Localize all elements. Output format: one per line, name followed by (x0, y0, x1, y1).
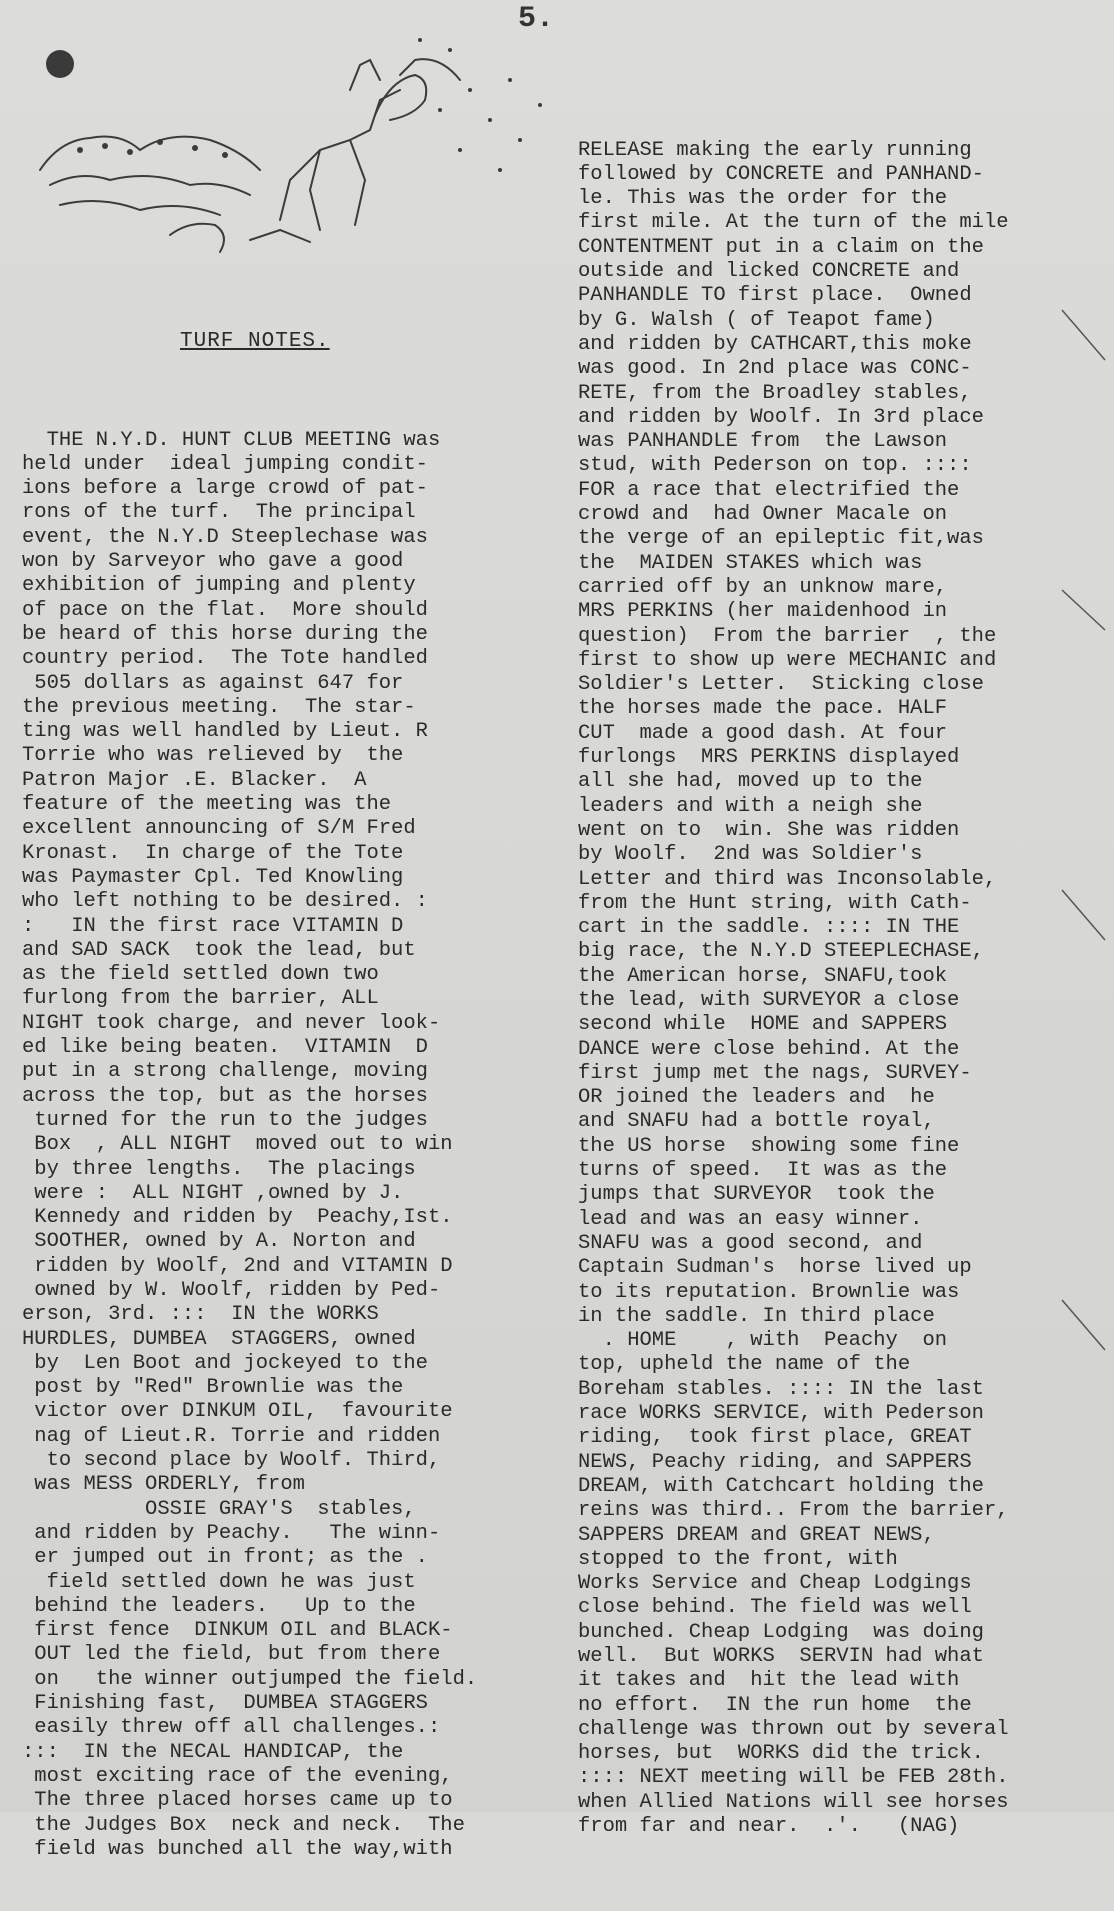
text-line: won by Sarveyor who gave a good (22, 550, 404, 574)
text-line: followed by CONCRETE and PANHAND- (578, 162, 984, 186)
text-line: event, the N.Y.D Steeplechase was (22, 525, 428, 549)
text-line: and ridden by Woolf. In 3rd place (578, 405, 984, 429)
text-line: all she had, moved up to the (578, 770, 923, 794)
text-line: first jump met the nags, SURVEY- (578, 1061, 972, 1085)
text-line: turns of speed. It was as the (578, 1159, 948, 1183)
text-line: bunched. Cheap Lodging was doing (578, 1620, 984, 1644)
text-line: carried off by an unknow mare, (578, 575, 948, 599)
text-line: field was bunched all the way,with (22, 1837, 453, 1861)
text-line: most exciting race of the evening, (22, 1764, 453, 1788)
article-heading: TURF NOTES. (180, 330, 330, 353)
text-line: behind the leaders. Up to the (22, 1594, 416, 1618)
text-line: nag of Lieut.R. Torrie and ridden (22, 1424, 441, 1448)
text-line: er jumped out in front; as the . (22, 1546, 428, 1570)
text-line: The three placed horses came up to (22, 1789, 453, 1813)
text-line: and ridden by Peachy. The winn- (22, 1521, 441, 1545)
text-line: second while HOME and SAPPERS (578, 1013, 948, 1037)
text-line: and ridden by CATHCART,this moke (578, 332, 972, 356)
text-line: riding, took first place, GREAT (578, 1426, 972, 1450)
text-line: outside and licked CONCRETE and (578, 260, 960, 284)
text-line: DREAM, with Catchcart holding the (578, 1474, 984, 1498)
text-line: from far and near. .'. (NAG) (578, 1815, 960, 1839)
text-line: Letter and third was Inconsolable, (578, 867, 997, 891)
text-line: HURDLES, DUMBEA STAGGERS, owned (22, 1327, 416, 1351)
text-line: SNAFU was a good second, and (578, 1231, 923, 1255)
text-line: ::: IN the NECAL HANDICAP, the (22, 1740, 404, 1764)
text-line: Torrie who was relieved by the (22, 744, 404, 768)
text-line: and SAD SACK took the lead, but (22, 938, 416, 962)
text-line: Kronast. In charge of the Tote (22, 841, 404, 865)
text-line: the horses made the pace. HALF (578, 697, 948, 721)
text-line: by Woolf. 2nd was Soldier's (578, 843, 923, 867)
text-line: to second place by Woolf. Third, (22, 1449, 441, 1473)
text-line: :::: NEXT meeting will be FEB 28th. (578, 1766, 1009, 1790)
horse-race-sketch (20, 20, 580, 260)
text-line: question) From the barrier , the (578, 624, 997, 648)
text-line: RETE, from the Broadley stables, (578, 381, 972, 405)
text-line: excellent announcing of S/M Fred (22, 817, 416, 841)
text-line: erson, 3rd. ::: IN the WORKS (22, 1303, 379, 1327)
text-line: Works Service and Cheap Lodgings (578, 1572, 972, 1596)
text-line: as the field settled down two (22, 963, 379, 987)
text-line: feature of the meeting was the (22, 793, 392, 817)
text-line: owned by W. Woolf, ridden by Ped- (22, 1278, 441, 1302)
page-number: 5. (518, 2, 555, 36)
text-line: stud, with Pederson on top. :::: (578, 454, 972, 478)
text-line: OSSIE GRAY'S stables, (22, 1497, 416, 1521)
text-line: CONTENTMENT put in a claim on the (578, 235, 984, 259)
text-line: : IN the first race VITAMIN D (22, 914, 404, 938)
text-line: and SNAFU had a bottle royal, (578, 1110, 935, 1134)
text-line: Finishing fast, DUMBEA STAGGERS (22, 1692, 428, 1716)
margin-stroke (1060, 290, 1110, 1390)
text-line: when Allied Nations will see horses (578, 1790, 1009, 1814)
text-line: 505 dollars as against 647 for (22, 671, 404, 695)
text-line: MRS PERKINS (her maidenhood in (578, 600, 948, 624)
text-line: put in a strong challenge, moving (22, 1060, 428, 1084)
text-line: by three lengths. The placings (22, 1157, 416, 1181)
article-left-column (22, 380, 522, 1911)
text-line: stopped to the front, with (578, 1547, 898, 1571)
text-line: held under ideal jumping condit- (22, 452, 428, 476)
text-line: THE N.Y.D. HUNT CLUB MEETING was (22, 428, 441, 452)
text-line: the verge of an epileptic fit,was (578, 527, 984, 551)
text-line: Patron Major .E. Blacker. A (22, 768, 367, 792)
text-line: first to show up were MECHANIC and (578, 648, 997, 672)
text-line: the lead, with SURVEYOR a close (578, 988, 960, 1012)
text-line: FOR a race that electrified the (578, 478, 960, 502)
text-line: SOOTHER, owned by A. Norton and (22, 1230, 416, 1254)
article-right-column (578, 90, 1098, 1888)
text-line: OUT led the field, but from there (22, 1643, 441, 1667)
text-line: OR joined the leaders and he (578, 1086, 935, 1110)
text-line: . HOME , with Peachy on (578, 1329, 948, 1353)
text-line: NEWS, Peachy riding, and SAPPERS (578, 1450, 972, 1474)
text-line: the American horse, SNAFU,took (578, 964, 948, 988)
text-line: to its reputation. Brownlie was (578, 1280, 960, 1304)
text-line: rons of the turf. The principal (22, 501, 416, 525)
text-line: cart in the saddle. :::: IN THE (578, 916, 960, 940)
text-line: Kennedy and ridden by Peachy,Ist. (22, 1206, 453, 1230)
text-line: ions before a large crowd of pat- (22, 477, 428, 501)
text-line: from the Hunt string, with Cath- (578, 891, 972, 915)
text-line: furlong from the barrier, ALL (22, 987, 379, 1011)
text-line: was PANHANDLE from the Lawson (578, 430, 948, 454)
text-line: ridden by Woolf, 2nd and VITAMIN D (22, 1254, 453, 1278)
text-line: Captain Sudman's horse lived up (578, 1256, 972, 1280)
text-line: DANCE were close behind. At the (578, 1037, 960, 1061)
text-line: field settled down he was just (22, 1570, 416, 1594)
text-line: close behind. The field was well (578, 1596, 972, 1620)
text-line: top, upheld the name of the (578, 1353, 911, 1377)
text-line: went on to win. She was ridden (578, 818, 960, 842)
text-line: SAPPERS DREAM and GREAT NEWS, (578, 1523, 935, 1547)
text-line: country period. The Tote handled (22, 647, 428, 671)
text-line: victor over DINKUM OIL, favourite (22, 1400, 453, 1424)
text-line: the Judges Box neck and neck. The (22, 1813, 465, 1837)
text-line: well. But WORKS SERVIN had what (578, 1645, 984, 1668)
text-line: PANHANDLE TO first place. Owned (578, 284, 972, 308)
text-line: no effort. IN the run home the (578, 1693, 972, 1717)
text-line: it takes and hit the lead with (578, 1669, 960, 1693)
text-line: be heard of this horse during the (22, 622, 428, 646)
text-line: big race, the N.Y.D STEEPLECHASE, (578, 940, 984, 964)
text-line: lead and was an easy winner. (578, 1207, 923, 1231)
text-line: who left nothing to be desired. : (22, 890, 428, 914)
text-line: the MAIDEN STAKES which was (578, 551, 923, 575)
text-line: Box , ALL NIGHT moved out to win (22, 1133, 453, 1157)
text-line: was Paymaster Cpl. Ted Knowling (22, 865, 404, 889)
text-line: by G. Walsh ( of Teapot fame) (578, 308, 935, 332)
text-line: CUT made a good dash. At four (578, 721, 948, 745)
text-line: RELEASE making the early running (578, 138, 972, 162)
text-line: jumps that SURVEYOR took the (578, 1183, 935, 1207)
text-line: crowd and had Owner Macale on (578, 503, 948, 527)
text-line: reins was third.. From the barrier, (578, 1499, 1009, 1523)
text-line: of pace on the flat. More should (22, 598, 428, 622)
text-line: were : ALL NIGHT ,owned by J. (22, 1181, 404, 1205)
text-line: first fence DINKUM OIL and BLACK- (22, 1619, 453, 1643)
text-line: ed like being beaten. VITAMIN D (22, 1036, 428, 1060)
text-line: ting was well handled by Lieut. R (22, 720, 428, 744)
text-line: NIGHT took charge, and never look- (22, 1011, 441, 1035)
text-line: by Len Boot and jockeyed to the (22, 1351, 428, 1375)
text-line: Boreham stables. :::: IN the last (578, 1377, 984, 1401)
text-line: in the saddle. In third place (578, 1304, 935, 1328)
text-line: first mile. At the turn of the mile (578, 211, 1009, 235)
text-line: was good. In 2nd place was CONC- (578, 357, 972, 381)
text-line: turned for the run to the judges (22, 1108, 428, 1132)
text-line: le. This was the order for the (578, 187, 948, 211)
text-line: Soldier's Letter. Sticking close (578, 673, 984, 697)
text-line: post by "Red" Brownlie was the (22, 1376, 404, 1400)
text-line: across the top, but as the horses (22, 1084, 428, 1108)
text-line: leaders and with a neigh she (578, 794, 923, 818)
text-line: the US horse showing some fine (578, 1134, 960, 1158)
text-line: was MESS ORDERLY, from (22, 1473, 305, 1497)
text-line: furlongs MRS PERKINS displayed (578, 746, 960, 770)
text-line: exhibition of jumping and plenty (22, 574, 416, 598)
text-line: the previous meeting. The star- (22, 695, 416, 719)
text-line: easily threw off all challenges.: (22, 1716, 441, 1740)
text-line: horses, but WORKS did the trick. (578, 1742, 984, 1766)
text-line: challenge was thrown out by several (578, 1717, 1009, 1741)
text-line: on the winner outjumped the field. (22, 1667, 478, 1691)
text-line: race WORKS SERVICE, with Pederson (578, 1402, 984, 1426)
